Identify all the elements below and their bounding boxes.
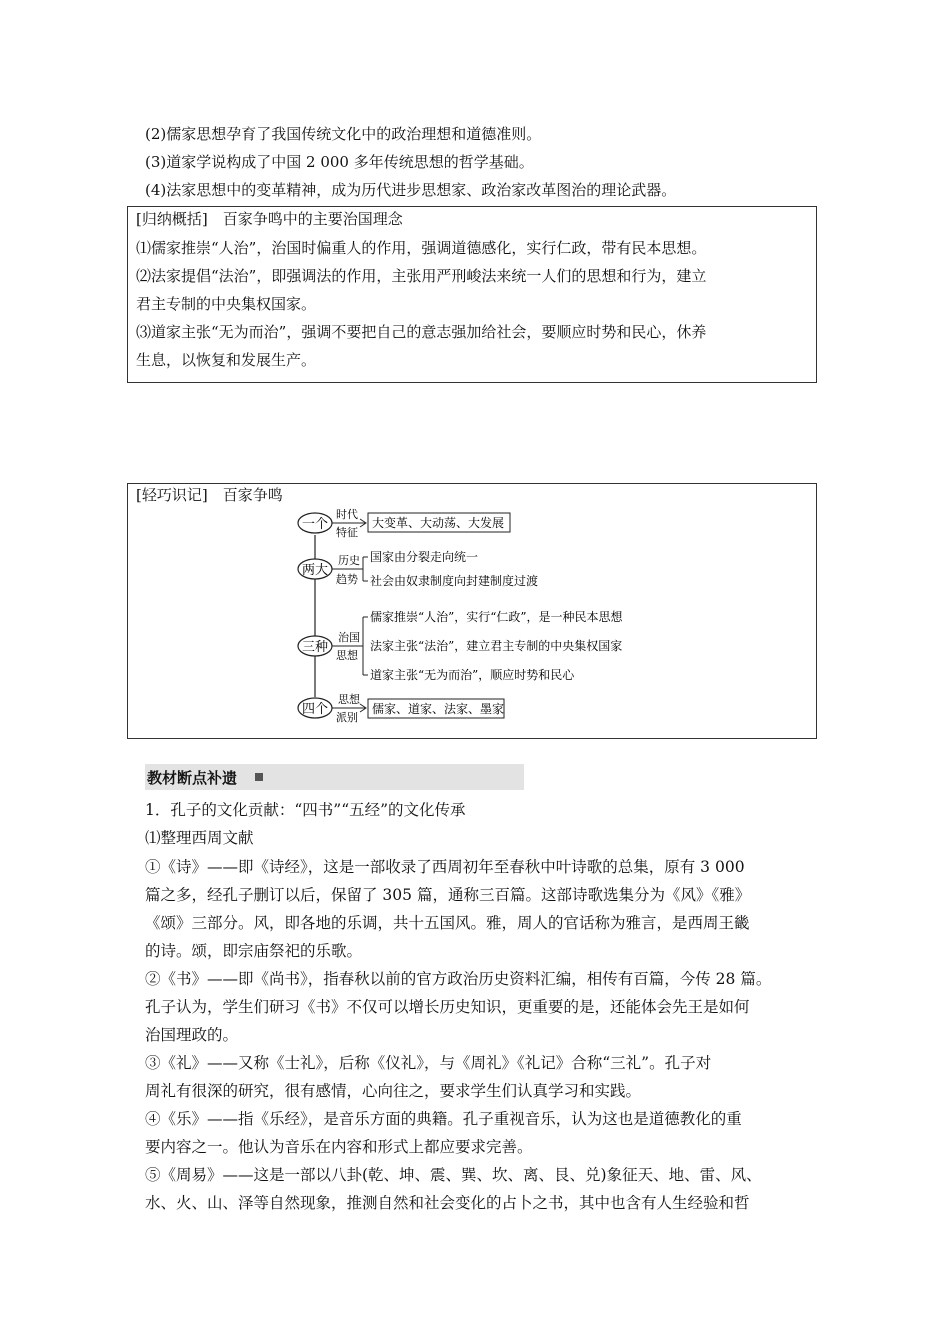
item-one: 大变革、大动荡、大发展 (372, 516, 505, 530)
label-four-b: 派别 (336, 711, 358, 724)
label-three-a: 治国 (338, 631, 360, 644)
body-line: 周礼有很深的研究，很有感情，心向往之，要求学生们认真学习和实践。 (145, 1082, 642, 1100)
body-line: 孔子认为，学生们研习《书》不仅可以增长历史知识，更重要的是，还能体会先王是如何 (145, 998, 750, 1016)
body-line: ④《乐》——指《乐经》，是音乐方面的典籍。孔子重视音乐，认为这也是道德教化的重 (145, 1110, 742, 1128)
body-line: ②《书》——即《尚书》，指春秋以前的官方政治历史资料汇编，相传有百篇，今传 28 篇。 (145, 970, 772, 988)
label-two-a: 历史 (338, 554, 360, 567)
node-four: 四个 (301, 702, 329, 717)
body-line: ①《诗》——即《诗经》，这是一部收录了西周初年至春秋中叶诗歌的总集，原有 3 000 (145, 858, 745, 876)
item-two-1: 国家由分裂走向统一 (370, 550, 479, 564)
summary-line: ⑴儒家推崇“人治”，治国时偏重人的作用，强调道德感化，实行仁政，带有民本思想。 (136, 239, 707, 257)
text-line: (2)儒家思想孕育了我国传统文化中的政治理想和道德准则。 (145, 125, 542, 143)
summary-box (127, 206, 817, 383)
body-line: 要内容之一。他认为音乐在内容和形式上都应要求完善。 (145, 1138, 533, 1156)
item-two-2: 社会由奴隶制度向封建制度过渡 (370, 574, 539, 588)
body-line: 水、火、山、泽等自然现象，推测自然和社会变化的占卜之书，其中也含有人生经验和哲 (145, 1194, 750, 1212)
summary-title: [归纳概括] 百家争鸣中的主要治国理念 (136, 210, 403, 228)
item-three-2: 法家主张“法治”，建立君主专制的中央集权国家 (370, 639, 623, 653)
label-one-b: 特征 (336, 526, 358, 539)
body-line: 治国理政的。 (145, 1026, 239, 1044)
body-line: 篇之多，经孔子删订以后，保留了 305 篇，通称三百篇。这部诗歌选集分为《风》《雅》 (145, 886, 751, 904)
body-line: ⑴整理西周文献 (145, 829, 254, 847)
node-three: 三种 (301, 640, 329, 655)
text-line: (3)道家学说构成了中国 2 000 多年传统思想的哲学基础。 (145, 153, 534, 171)
body-line: 的诗。颂，即宗庙祭祀的乐歌。 (145, 942, 363, 960)
label-four-a: 思想 (338, 693, 360, 706)
summary-line: 君主专制的中央集权国家。 (136, 295, 317, 313)
square-icon (255, 773, 263, 781)
body-line: 《颂》三部分。风，即各地的乐调，共十五国风。雅，周人的官话称为雅言，是西周王畿 (145, 914, 750, 932)
label-one-a: 时代 (336, 508, 358, 521)
section-banner (145, 764, 524, 790)
body-line: ⑤《周易》——这是一部以八卦(乾、坤、震、巽、坎、离、艮、兑)象征天、地、雷、风、 (145, 1166, 762, 1184)
mind-map-diagram (290, 505, 650, 725)
memory-title: [轻巧识记] 百家争鸣 (136, 486, 283, 504)
text-line: (4)法家思想中的变革精神，成为历代进步思想家、政治家改革图治的理论武器。 (145, 181, 677, 199)
item-three-3: 道家主张“无为而治”，顺应时势和民心 (370, 668, 575, 682)
item-four: 儒家、道家、法家、墨家 (372, 702, 505, 716)
body-line: 1．孔子的文化贡献：“四书”“五经”的文化传承 (145, 801, 466, 819)
summary-line: 生息，以恢复和发展生产。 (136, 351, 317, 369)
section-title: 教材断点补遗 (147, 769, 238, 787)
node-two: 两大 (301, 563, 329, 578)
body-line: ③《礼》——又称《士礼》，后称《仪礼》，与《周礼》《礼记》合称“三礼”。孔子对 (145, 1054, 712, 1072)
label-two-b: 趋势 (336, 573, 358, 586)
summary-line: ⑶道家主张“无为而治”，强调不要把自己的意志强加给社会，要顺应时势和民心，休养 (136, 323, 707, 341)
label-three-b: 思想 (336, 649, 358, 662)
item-three-1: 儒家推崇“人治”，实行“仁政”，是一种民本思想 (370, 610, 623, 624)
summary-line: ⑵法家提倡“法治”，即强调法的作用，主张用严刑峻法来统一人们的思想和行为，建立 (136, 267, 707, 285)
node-one: 一个 (301, 517, 329, 532)
